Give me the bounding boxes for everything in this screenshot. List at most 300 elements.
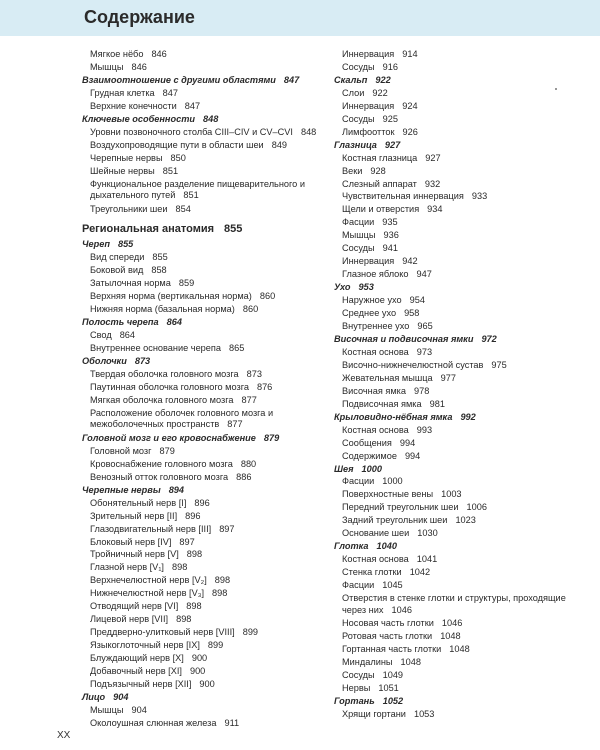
toc-entry-title: Взаимоотношение с другими областями (82, 74, 276, 85)
toc-entry-title: Блоковый нерв [IV] (90, 536, 172, 547)
toc-entry-title: Черепные нервы (90, 152, 163, 163)
toc-entry-page: 865 (229, 343, 245, 354)
toc-entry-title: Мягкая оболочка головного мозга (90, 394, 234, 405)
toc-entry-page: 1045 (382, 580, 403, 591)
toc-entry-page: 898 (214, 575, 231, 586)
toc-entry-title: Основание шеи (342, 528, 410, 539)
toc-entry-title: Гортань (334, 695, 375, 706)
toc-entry-page: 1000 (382, 476, 403, 487)
toc-section[interactable] (82, 691, 337, 704)
toc-entry[interactable] (82, 574, 337, 587)
toc-entry-page: 977 (440, 372, 456, 383)
toc-entry-title: Глазница (334, 139, 377, 150)
toc-entry-title: Свод (90, 330, 112, 341)
toc-entry[interactable] (82, 329, 337, 342)
toc-entry-title: Преддверно-улитковый нерв [VIII] (90, 627, 235, 638)
toc-entry-page: 1006 (466, 502, 487, 513)
toc-entry-title: Блуждающий нерв [X] (90, 653, 184, 664)
toc-entry[interactable] (334, 346, 589, 359)
toc-entry-title: Стенка глотки (342, 567, 402, 578)
toc-entry[interactable] (82, 48, 337, 61)
toc-entry-page: 851 (162, 165, 179, 176)
toc-entry-title: Вид спереди (90, 252, 145, 263)
toc-entry-title: Миндалины (342, 656, 393, 667)
toc-entry[interactable] (334, 126, 589, 139)
toc-entry[interactable] (334, 372, 589, 385)
toc-entry[interactable] (82, 178, 337, 203)
toc-entry-title: Скальп (334, 74, 368, 85)
toc-entry-title: Отверстия в стенке глотки и структуры, проходящие через них (342, 593, 566, 615)
toc-entry-page: 846 (131, 61, 147, 72)
toc-entry-title: Оболочки (82, 356, 127, 367)
toc-entry-page: 932 (424, 178, 441, 189)
toc-section[interactable] (334, 411, 589, 424)
toc-entry-title: Черепные нервы (82, 484, 161, 495)
toc-entry[interactable] (82, 678, 337, 691)
toc-entry[interactable] (82, 458, 337, 471)
toc-section[interactable] (334, 281, 589, 294)
toc-entry[interactable] (82, 717, 337, 730)
toc-entry-title: Поверхностные вены (342, 489, 434, 500)
toc-entry-page: 975 (491, 359, 507, 370)
toc-entry-page: 854 (175, 203, 191, 214)
toc-entry[interactable] (334, 579, 589, 592)
toc-entry-page: 847 (184, 100, 201, 111)
toc-entry[interactable] (82, 626, 337, 639)
toc-entry-page: 916 (382, 61, 398, 72)
toc-section[interactable] (334, 333, 589, 346)
toc-entry-page: 1046 (441, 618, 463, 629)
toc-entry-title: Глазной нерв [V₁] (90, 562, 164, 573)
toc-entry[interactable] (82, 704, 337, 717)
toc-entry-page: 864 (119, 330, 136, 341)
toc-entry-page: 942 (402, 256, 418, 267)
toc-entry[interactable] (82, 303, 337, 316)
toc-entry-page: 896 (194, 497, 210, 508)
toc-entry-title: Веки (342, 165, 363, 176)
toc-entry-title: Венозный отток головного мозга (90, 471, 229, 482)
toc-entry[interactable] (82, 277, 337, 290)
toc-entry-page: 994 (399, 437, 416, 448)
toc-entry-title: Нижнечелюстной нерв [V₃] (90, 588, 205, 599)
toc-entry-page: 1042 (409, 567, 431, 578)
toc-entry[interactable] (334, 514, 589, 527)
toc-entry-page: 855 (117, 239, 134, 250)
toc-entry-title: Иннервация (342, 100, 395, 111)
toc-entry-title: Твердая оболочка головного мозга (90, 369, 239, 380)
toc-entry[interactable] (334, 178, 589, 191)
toc-entry-title: Фасции (342, 476, 375, 487)
toc-entry[interactable] (334, 566, 589, 579)
toc-entry-title: Носовая часть глотки (342, 618, 434, 629)
toc-entry-page: 847 (162, 87, 178, 98)
toc-entry-title: Добавочный нерв [XI] (90, 666, 182, 677)
toc-chapter[interactable] (82, 222, 337, 236)
toc-section[interactable] (334, 540, 589, 553)
toc-entry-title: Иннервация (342, 256, 395, 267)
toc-entry-title: Крыловидно-нёбная ямка (334, 411, 453, 422)
toc-entry-title: Нижняя норма (базальная норма) (90, 304, 235, 315)
page-number: XX (57, 730, 71, 741)
toc-entry-page: 904 (113, 691, 129, 702)
toc-entry-page: 926 (402, 126, 418, 137)
toc-entry-title: Жевательная мышца (342, 372, 433, 383)
toc-section[interactable] (82, 316, 337, 329)
toc-entry-title: Содержимое (342, 450, 397, 461)
toc-entry[interactable] (82, 497, 337, 510)
toc-entry-page: 899 (242, 627, 259, 638)
toc-entry-title: Лицо (82, 691, 106, 702)
toc-entry[interactable] (334, 527, 589, 540)
toc-entry[interactable] (82, 536, 337, 549)
toc-entry[interactable] (82, 264, 337, 277)
toc-entry[interactable] (82, 510, 337, 523)
toc-entry-page: 965 (417, 321, 433, 332)
toc-entry-page: 922 (375, 74, 391, 85)
toc-entry-page: 876 (256, 381, 273, 392)
toc-entry-title: Лимфоотток (342, 126, 395, 137)
toc-entry[interactable] (334, 437, 589, 450)
toc-entry-title: Шейные нервы (90, 165, 155, 176)
toc-entry-title: Ухо (334, 282, 351, 293)
toc-entry-page: 1051 (378, 682, 399, 693)
toc-entry-title: Расположение оболочек головного мозга и межоболочечных пространств (90, 407, 274, 430)
toc-entry[interactable] (334, 643, 589, 656)
toc-entry[interactable] (334, 385, 589, 398)
toc-entry[interactable] (82, 665, 337, 678)
toc-entry[interactable] (334, 165, 589, 178)
toc-entry-page: 898 (186, 549, 203, 560)
toc-entry[interactable] (334, 398, 589, 411)
toc-entry[interactable] (334, 656, 589, 669)
toc-entry-title: Костная основа (342, 554, 409, 565)
toc-entry-title: Внутреннее основание черепа (90, 343, 221, 354)
toc-entry[interactable] (334, 152, 589, 165)
toc-entry-title: Ротовая часть глотки (342, 630, 433, 641)
toc-entry-title: Гортанная часть глотки (342, 643, 442, 654)
toc-entry-title: Костная основа (342, 424, 409, 435)
toc-entry-title: Околоушная слюнная железа (90, 717, 217, 728)
toc-section[interactable] (334, 74, 589, 87)
toc-entry-page: 1030 (417, 528, 438, 539)
toc-entry[interactable] (82, 251, 337, 264)
toc-entry-title: Воздухопроводящие пути в области шеи (90, 139, 264, 150)
toc-entry-page: 858 (151, 265, 167, 276)
toc-entry-page: 981 (429, 398, 445, 409)
toc-right-column (334, 48, 589, 721)
toc-section[interactable] (82, 484, 337, 497)
toc-entry-page: 1053 (413, 708, 435, 719)
toc-entry[interactable] (334, 617, 589, 630)
toc-entry-page: 898 (212, 588, 228, 599)
toc-entry[interactable] (334, 359, 589, 372)
toc-entry[interactable] (82, 613, 337, 626)
toc-entry-title: Полость черепа (82, 317, 159, 328)
toc-entry-page: 922 (372, 87, 388, 98)
toc-entry-page: 896 (185, 510, 201, 521)
toc-entry-title: Головной мозг (90, 445, 152, 456)
toc-entry[interactable] (82, 407, 337, 432)
toc-entry-title: Подвисочная ямка (342, 398, 422, 409)
toc-entry-title: Верхние конечности (90, 100, 177, 111)
toc-entry[interactable] (82, 87, 337, 100)
toc-entry[interactable] (82, 587, 337, 600)
toc-entry-title: Верхнечелюстной нерв [V₂] (90, 575, 207, 586)
toc-entry[interactable] (334, 307, 589, 320)
toc-entry-page: 993 (416, 424, 433, 435)
toc-entry-title: Головной мозг и его кровоснабжение (82, 432, 256, 443)
toc-entry-title: Костная основа (342, 346, 409, 357)
toc-entry-page: 897 (179, 536, 195, 547)
toc-entry[interactable] (334, 100, 589, 113)
toc-entry-title: Грудная клетка (90, 87, 155, 98)
toc-entry[interactable] (334, 475, 589, 488)
toc-entry[interactable] (82, 61, 337, 74)
toc-entry-page: 873 (246, 369, 262, 380)
toc-entry[interactable] (82, 600, 337, 613)
toc-entry[interactable] (334, 87, 589, 100)
toc-entry-page: 914 (402, 49, 418, 59)
toc-entry-title: Слезный аппарат (342, 178, 417, 189)
toc-entry[interactable] (334, 501, 589, 514)
toc-entry-page: 850 (170, 152, 186, 163)
toc-entry[interactable] (334, 203, 589, 216)
header-bar (0, 0, 600, 36)
toc-entry-page: 992 (460, 411, 476, 422)
toc-entry-title: Региональная анатомия (82, 223, 215, 236)
toc-entry[interactable] (82, 394, 337, 407)
toc-entry[interactable] (82, 548, 337, 561)
toc-entry-page: 927 (425, 152, 441, 163)
toc-entry[interactable] (334, 450, 589, 463)
toc-entry-page: 1048 (400, 656, 421, 667)
toc-entry-page: 860 (259, 291, 276, 302)
toc-entry-page: 904 (131, 704, 147, 715)
toc-entry[interactable] (334, 242, 589, 255)
toc-entry-page: 1048 (449, 643, 470, 654)
toc-entry-title: Шея (334, 463, 354, 474)
toc-entry[interactable] (82, 639, 337, 652)
toc-entry-title: Щели и отверстия (342, 204, 420, 215)
toc-entry-page: 900 (199, 678, 215, 689)
toc-section[interactable] (82, 74, 337, 87)
toc-entry-title: Височная и подвисочная ямки (334, 333, 474, 344)
toc-entry[interactable] (82, 368, 337, 381)
toc-entry-page: 1049 (382, 669, 404, 680)
toc-entry-title: Мышцы (90, 61, 124, 72)
toc-entry[interactable] (334, 48, 589, 61)
toc-entry[interactable] (334, 268, 589, 281)
toc-entry-title: Передний треугольник шеи (342, 502, 459, 513)
toc-entry[interactable] (82, 523, 337, 536)
toc-entry[interactable] (334, 216, 589, 229)
toc-entry-title: Слои (342, 87, 365, 98)
toc-entry[interactable] (82, 471, 337, 484)
toc-entry-title: Хрящи гортани (342, 708, 406, 719)
toc-entry-title: Иннервация (342, 49, 395, 59)
toc-entry-title: Верхняя норма (вертикальная норма) (90, 291, 252, 302)
toc-section[interactable] (82, 432, 337, 445)
toc-entry-page: 900 (191, 653, 208, 664)
toc-entry-page: 972 (481, 333, 497, 344)
toc-entry[interactable] (334, 630, 589, 643)
page-title: Содержание (84, 7, 195, 27)
toc-entry[interactable] (334, 708, 589, 721)
toc-entry-page: 859 (178, 278, 195, 289)
toc-entry-title: Височная ямка (342, 385, 406, 396)
toc-entry-page: 933 (471, 191, 488, 202)
toc-entry-page: 1003 (441, 489, 462, 500)
toc-entry-page: 894 (168, 484, 185, 495)
toc-entry-page: 860 (242, 304, 259, 315)
toc-entry-title: Отводящий нерв [VI] (90, 601, 179, 612)
toc-entry-page: 900 (189, 666, 206, 677)
toc-entry-title: Глазное яблоко (342, 269, 409, 280)
toc-entry-title: Задний треугольник шеи (342, 515, 448, 526)
toc-entry-page: 947 (416, 269, 432, 280)
toc-entry-title: Кровоснабжение головного мозга (90, 458, 233, 469)
toc-entry-page: 873 (134, 356, 151, 367)
toc-entry-page: 897 (219, 523, 235, 534)
toc-entry-title: Зрительный нерв [II] (90, 510, 178, 521)
toc-entry[interactable] (82, 203, 337, 216)
toc-entry-page: 899 (207, 640, 224, 651)
toc-entry-page: 848 (203, 113, 219, 124)
toc-entry[interactable] (334, 294, 589, 307)
toc-entry-page: 849 (271, 139, 288, 150)
toc-entry-page: 846 (151, 49, 167, 59)
toc-entry-title: Тройничный нерв [V] (90, 549, 179, 560)
toc-entry-title: Височно-нижнечелюстной сустав (342, 359, 484, 370)
toc-entry[interactable] (82, 342, 337, 355)
toc-entry-title: Паутинная оболочка головного мозга (90, 381, 249, 392)
toc-entry-page: 925 (382, 113, 398, 124)
toc-entry-page: 880 (240, 458, 257, 469)
toc-entry[interactable] (334, 255, 589, 268)
toc-section[interactable] (82, 113, 337, 126)
toc-entry[interactable] (334, 669, 589, 682)
toc-section[interactable] (82, 355, 337, 368)
toc-entry-page: 1046 (391, 604, 412, 615)
toc-section[interactable] (82, 238, 337, 251)
toc-entry-page: 851 (183, 190, 199, 201)
toc-entry-page: 898 (176, 614, 192, 625)
toc-entry-page: 954 (409, 295, 425, 306)
toc-entry-page: 855 (152, 252, 168, 263)
toc-entry-page: 864 (166, 317, 182, 328)
toc-entry-page: 1052 (382, 695, 404, 706)
toc-entry-page: 898 (171, 562, 188, 573)
toc-entry-page: 855 (224, 223, 243, 236)
toc-entry[interactable] (82, 381, 337, 394)
toc-entry-page: 848 (300, 126, 317, 137)
toc-entry-page: 886 (236, 471, 252, 482)
toc-entry-title: Глазодвигательный нерв [III] (90, 523, 212, 534)
toc-entry-title: Сообщения (342, 437, 392, 448)
toc-entry[interactable] (334, 488, 589, 501)
toc-entry-title: Череп (82, 239, 110, 250)
toc-entry[interactable] (82, 126, 337, 139)
toc-entry-title: Затылочная норма (90, 278, 171, 289)
toc-entry-title: Чувствительная иннервация (342, 191, 464, 202)
toc-entry-page: 924 (402, 100, 418, 111)
toc-entry-title: Наружное ухо (342, 295, 402, 306)
print-speck (555, 88, 557, 90)
toc-entry-page: 898 (186, 601, 202, 612)
toc-entry-page: 953 (358, 282, 374, 293)
toc-entry-title: Сосуды (342, 243, 375, 254)
toc-entry-title: Сосуды (342, 669, 375, 680)
toc-entry-page: 877 (227, 419, 243, 430)
toc-left-column (82, 48, 337, 730)
toc-entry-title: Нервы (342, 682, 371, 693)
toc-section[interactable] (334, 463, 589, 476)
toc-entry-title: Языкоглоточный нерв [IX] (90, 640, 200, 651)
toc-entry-title: Функциональное разделение пищеварительного и дыхательного путей (90, 178, 305, 201)
toc-entry-page: 1023 (455, 515, 476, 526)
toc-entry[interactable] (334, 592, 589, 617)
toc-entry-title: Ключевые особенности (82, 113, 195, 124)
toc-entry[interactable] (82, 445, 337, 458)
toc-entry-title: Фасции (342, 217, 375, 228)
toc-entry-title: Глотка (334, 541, 369, 552)
toc-entry[interactable] (334, 682, 589, 695)
toc-entry[interactable] (82, 100, 337, 113)
toc-entry[interactable] (82, 561, 337, 574)
toc-entry[interactable] (334, 190, 589, 203)
toc-entry[interactable] (82, 290, 337, 303)
toc-entry-page: 936 (383, 230, 399, 241)
toc-entry-page: 973 (416, 346, 433, 357)
toc-entry-page: 994 (404, 450, 421, 461)
toc-entry[interactable] (334, 61, 589, 74)
toc-entry[interactable] (334, 229, 589, 242)
toc-entry-title: Мышцы (90, 704, 124, 715)
toc-entry-page: 879 (263, 432, 280, 443)
toc-entry-page: 928 (370, 165, 386, 176)
toc-entry-title: Фасции (342, 580, 375, 591)
toc-entry-page: 1000 (361, 463, 382, 474)
toc-entry-title: Треугольники шеи (90, 203, 168, 214)
toc-entry-page: 935 (382, 217, 398, 228)
toc-entry-page: 911 (224, 717, 240, 728)
toc-entry[interactable] (334, 553, 589, 566)
toc-entry[interactable] (334, 424, 589, 437)
toc-entry-page: 978 (414, 385, 430, 396)
toc-entry-title: Костная глазница (342, 152, 418, 163)
toc-section[interactable] (334, 139, 589, 152)
toc-entry-title: Лицевой нерв [VII] (90, 614, 169, 625)
toc-entry[interactable] (82, 152, 337, 165)
toc-entry[interactable] (82, 165, 337, 178)
toc-entry-page: 1041 (416, 554, 438, 565)
toc-entry[interactable] (334, 320, 589, 333)
toc-section[interactable] (334, 695, 589, 708)
toc-entry[interactable] (82, 139, 337, 152)
toc-entry-page: 941 (382, 243, 398, 254)
toc-entry-page: 1048 (440, 630, 461, 641)
toc-entry[interactable] (82, 652, 337, 665)
toc-entry-title: Мягкое нёбо (90, 49, 144, 59)
toc-entry-page: 958 (404, 308, 420, 319)
toc-entry-page: 927 (384, 139, 401, 150)
toc-entry[interactable] (334, 113, 589, 126)
toc-entry-page: 879 (159, 445, 175, 456)
toc-entry-title: Боковой вид (90, 265, 144, 276)
toc-entry-title: Подъязычный нерв [XII] (90, 678, 192, 689)
toc-entry-page: 847 (283, 74, 300, 85)
toc-entry-title: Внутреннее ухо (342, 321, 410, 332)
